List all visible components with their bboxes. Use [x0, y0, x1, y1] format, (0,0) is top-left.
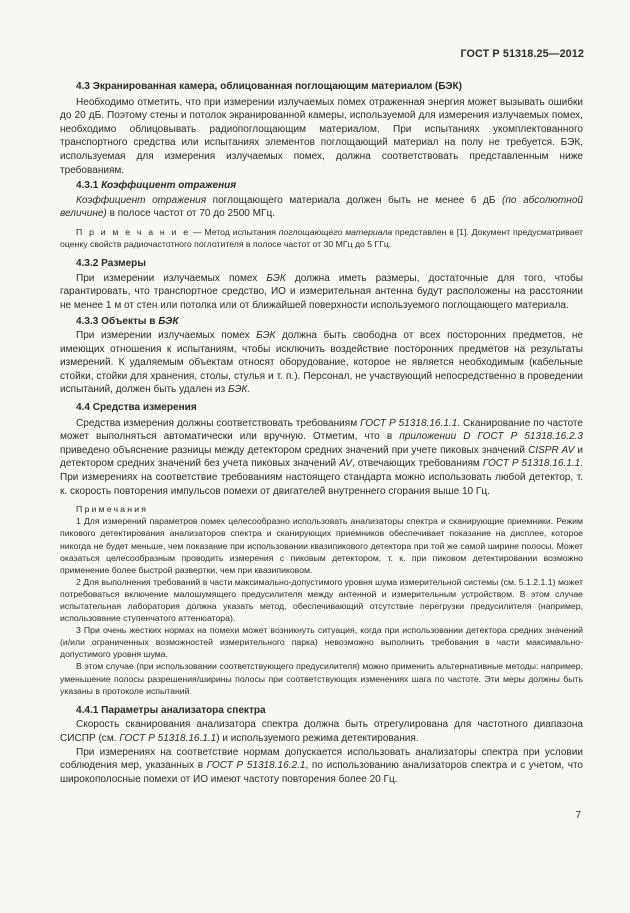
italic-term: поглощающего материала	[278, 226, 393, 237]
text-run: и детектором средних значений без учета пиковых значений	[60, 444, 583, 470]
text-run: в полосе частот от 70 до 2500 МГц.	[106, 208, 276, 220]
section-heading-4-4-1: 4.4.1 Параметры анализатора спектра	[76, 704, 266, 716]
section-heading-4-4: 4.4 Средства измерения	[76, 402, 197, 414]
italic-term: ГОСТ Р 51318.16.1.1	[119, 732, 217, 744]
paragraph	[60, 718, 583, 745]
note-3-continued: В этом случае (при использовании соответствующего предусилителя) можно применить альтернативные методы: например, уменьшение полосы разрешения/ширины полосы при соответствующих изменениях шага по частоте. Эти меры должны быть указаны в протоколе испытаний.	[60, 661, 583, 696]
note-label: П р и м е ч а н и е	[76, 226, 191, 237]
section-heading-4-3: 4.3 Экранированная камера, облицованная поглощающим материалом (БЭК)	[76, 81, 462, 92]
text-run: представлен в [1]. Документ предусматривает оценку свойств радиочастотного поглотителя в полосе частот от 30 МГц до 5 ГГц.	[60, 226, 584, 250]
notes-title: Примечания	[76, 504, 149, 515]
document-code: ГОСТ Р 51318.25—2012	[460, 48, 584, 60]
page-number: 7	[575, 810, 581, 821]
italic-term: приложении D ГОСТ Р 51318.16.2.3	[399, 431, 583, 443]
italic-term: CISPR AV	[528, 444, 575, 456]
heading-number: 4.3.3	[76, 315, 99, 327]
text-run: ) и используемого режима детектирования.	[216, 732, 419, 744]
italic-term: ГОСТ Р 51318.16.1.1	[360, 417, 458, 429]
text-run: Скорость сканирования анализатора спектра должна быть отрегулирована для частотного диапазона СИСПР (см.	[60, 719, 583, 744]
italic-term: (по абсолютной величине)	[60, 194, 583, 220]
text-run: — Метод испытания	[190, 226, 279, 237]
italic-term: Коэффициент отражения	[76, 194, 207, 206]
document-body	[60, 76, 583, 786]
italic-term: ГОСТ Р 51318.16.1.1	[482, 458, 581, 470]
text-run: При измерении излучаемых помех	[76, 330, 257, 342]
italic-term: AV	[339, 458, 352, 470]
text-run: Средства измерения должны соответствовать требованиям	[76, 417, 361, 429]
text-run: поглощающего материала должен быть не менее 6 дБ	[206, 194, 503, 206]
italic-term: БЭК	[266, 272, 286, 284]
paragraph	[60, 417, 583, 499]
heading-title: Коэффициент отражения	[101, 180, 237, 192]
note-1: 1 Для измерений параметров помех целесообразно использовать анализаторы спектра и сканирующие приемники. Режим пикового детектирования анализаторов спектра и сканирующих приемников обеспечивает показание на дисплее, которое никогда не будет меньше, чем показание при использовании квазипикового детектора при той же самой ширине полосы. Может оказаться целесообразным проводить измерения с пиковым детектором, т. к. при пиковом детектировании возможно применение более быстрой развертки, чем при квазипиковом.	[60, 516, 583, 575]
text-run: При измерении излучаемых помех	[76, 272, 267, 284]
text-run: При измерениях на соответствие нормам допускается использовать анализаторы спектра при условии соблюдения мер, указанных в	[60, 746, 583, 772]
section-heading-4-3-3	[60, 315, 583, 329]
text-run: . При измерениях на соответствие требованиям настоящего стандарта можно использовать любой детектор, т. к. скорость повторения импульсов помехи от двигателей внутреннего сгорания выше 10 Гц.	[60, 458, 584, 497]
text-run: , отвечающих требованиям	[351, 458, 483, 470]
italic-term: БЭК	[228, 384, 248, 396]
note	[60, 226, 583, 250]
text-run: , по использованию анализаторов спектра и с учетом, что широкополосные помехи от ИО имеют частоту повторения более 20 Гц.	[60, 760, 584, 785]
text-run: должна иметь размеры, достаточные для того, чтобы гарантировать, что транспортное средство, ИО и измерительная антенна будут расположены на расстоянии не менее 1 м от стен или потолка или от ближайшей поверхности используемого поглощающего материала.	[60, 272, 583, 311]
italic-term: БЭК	[256, 330, 276, 342]
heading-title-italic: БЭК	[158, 315, 179, 327]
text-run: .	[247, 384, 251, 396]
text-run: . Сканирование по частоте может выполняться автоматически или вручную. Отметим, что в	[60, 417, 584, 443]
italic-term: ГОСТ Р 51318.16.2.1	[206, 760, 306, 772]
section-heading-4-3-1	[60, 179, 583, 193]
paragraph	[60, 746, 583, 787]
section-heading-4-3-2: 4.3.2 Размеры	[76, 258, 146, 270]
heading-title: Объекты в	[101, 315, 159, 327]
note-2: 2 Для выполнения требований в части максимально-допустимого уровня шума измерительной системы (см. 5.1.2.1.1) может потребоваться включение малошумящего предусилителя между антенной и измерительным устройством. В этом случае испытательная лаборатория должна указать метод, обеспечивающий отсутствие перегрузки предусилителя (например, использование ступенчатого аттенюатора).	[60, 576, 583, 624]
text-run: приведено объяснение разницы между детектором средних значений при учете пиковых значений	[60, 444, 529, 456]
paragraph	[60, 272, 583, 313]
paragraph	[60, 194, 583, 221]
paragraph	[60, 329, 583, 397]
note-3: 3 При очень жестких нормах на помехи может возникнуть ситуация, когда при использовании детектора средних значений (и/или ограниченных возможностей измерительного парка) невозможно выполнить требования в части максимально-допустимого уровня шума.	[60, 625, 583, 660]
text-run: должна быть свободна от всех посторонних предметов, не имеющих отношения к испытаниям, чтобы исключить воздействие посторонних предметов на результаты измерений. К удаляемым объектам относят оборудование, которое не является необходимым (кабельные стойки, стойки для хранения, столы, стулья и т. п.). Персонал, не участвующий непосредственно в проведении испытаний, должен быть удален из	[60, 330, 583, 396]
heading-number: 4.3.1	[76, 180, 99, 192]
paragraph: Необходимо отметить, что при измерении излучаемых помех отраженная энергия может вызывать ошибки до 20 дБ. Поэтому стены и потолок экранированной камеры, используемой для измерения излучаемых помех, необходимо облицовывать радиопоглощающим материалом. При испытаниях укомплектованного транспортного средства или испытаниях элементов поглощающий материал на полу не требуется. БЭК, используемая для измерения излучаемых помех, должна соответствовать представленным ниже требованиям.	[60, 96, 583, 176]
